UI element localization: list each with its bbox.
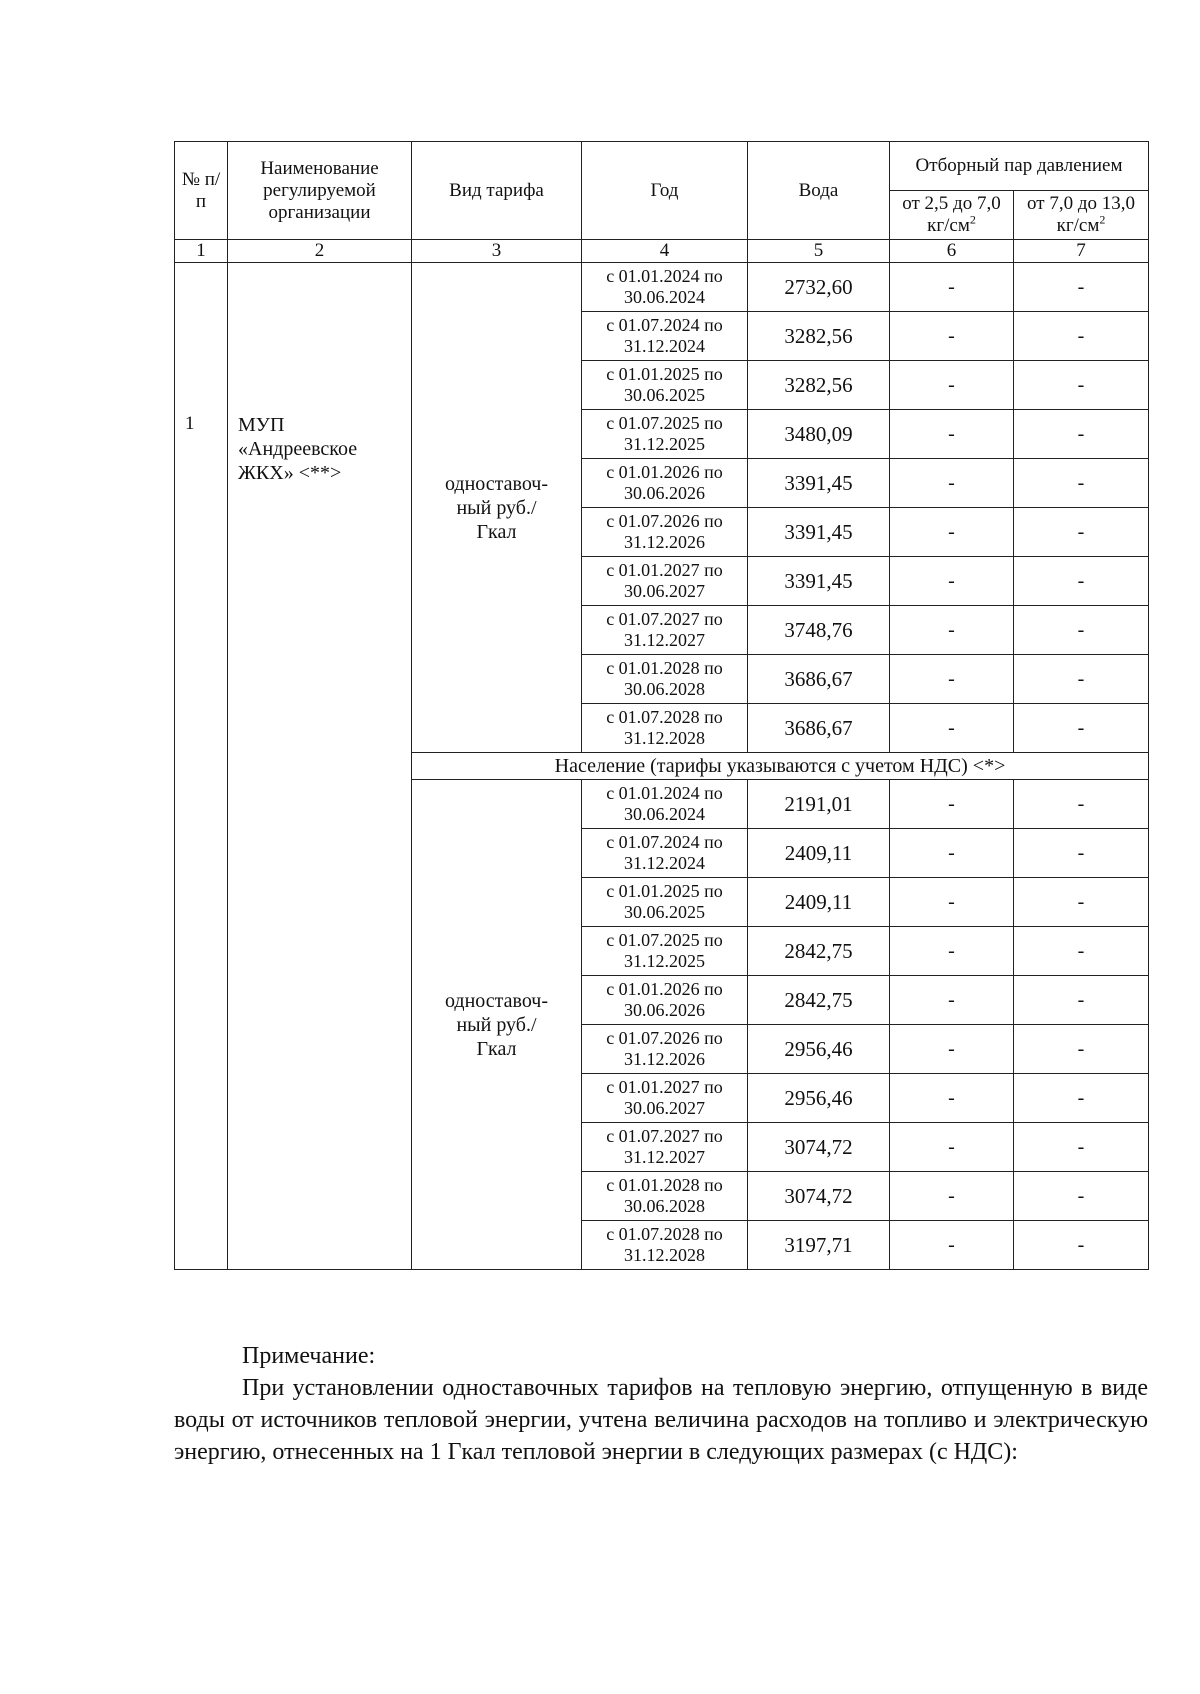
steam-low-cell: -: [890, 976, 1014, 1025]
period-cell: с 01.01.2026 по 30.06.2026: [582, 976, 748, 1025]
water-tariff-cell: 2842,75: [748, 927, 890, 976]
steam-low-cell: -: [890, 557, 1014, 606]
steam-low-cell: -: [890, 655, 1014, 704]
column-number: 6: [890, 240, 1014, 263]
period-cell: с 01.01.2025 по 30.06.2025: [582, 361, 748, 410]
period-cell: с 01.01.2025 по 30.06.2025: [582, 878, 748, 927]
period-cell: с 01.07.2025 по 31.12.2025: [582, 410, 748, 459]
water-tariff-cell: 2409,11: [748, 829, 890, 878]
period-cell: с 01.01.2024 по 30.06.2024: [582, 263, 748, 312]
water-tariff-cell: 2409,11: [748, 878, 890, 927]
period-cell: с 01.07.2026 по 31.12.2026: [582, 1025, 748, 1074]
water-tariff-cell: 3686,67: [748, 704, 890, 753]
steam-low-cell: -: [890, 927, 1014, 976]
period-cell: с 01.01.2026 по 30.06.2026: [582, 459, 748, 508]
steam-high-cell: -: [1014, 263, 1149, 312]
note: [174, 1340, 1148, 1468]
organization-name: МУП «Андреевское ЖКХ» <**>: [238, 414, 358, 484]
header-steam-group: Отборный пар давлением: [890, 142, 1149, 191]
water-tariff-cell: 2842,75: [748, 976, 890, 1025]
steam-high-cell: -: [1014, 976, 1149, 1025]
steam-high-cell: -: [1014, 361, 1149, 410]
water-tariff-cell: 2732,60: [748, 263, 890, 312]
period-cell: с 01.07.2028 по 31.12.2028: [582, 704, 748, 753]
steam-high-cell: -: [1014, 1123, 1149, 1172]
steam-low-cell: -: [890, 312, 1014, 361]
steam-low-cell: -: [890, 878, 1014, 927]
steam-high-cell: -: [1014, 780, 1149, 829]
steam-high-cell: -: [1014, 655, 1149, 704]
row-index: 1: [185, 413, 195, 434]
water-tariff-cell: 3391,45: [748, 508, 890, 557]
header-steam-low-text: от 2,5 до 7,0 кг/см: [902, 193, 1001, 236]
header-tariff-type: Вид тарифа: [412, 142, 582, 240]
steam-low-cell: -: [890, 606, 1014, 655]
water-tariff-cell: 3074,72: [748, 1172, 890, 1221]
water-tariff-cell: 3748,76: [748, 606, 890, 655]
header-steam-high: [1014, 191, 1149, 240]
table-row: [175, 263, 1149, 312]
tariff-type: одноставоч-ный руб./Гкал: [444, 472, 549, 543]
column-number: 5: [748, 240, 890, 263]
steam-high-cell: -: [1014, 1074, 1149, 1123]
steam-low-cell: -: [890, 1025, 1014, 1074]
header-steam-high-text: от 7,0 до 13,0 кг/см: [1027, 193, 1135, 236]
steam-high-cell: -: [1014, 829, 1149, 878]
steam-low-cell: -: [890, 1074, 1014, 1123]
column-number: 2: [228, 240, 412, 263]
water-tariff-cell: 3686,67: [748, 655, 890, 704]
period-cell: с 01.01.2027 по 30.06.2027: [582, 557, 748, 606]
steam-high-cell: -: [1014, 312, 1149, 361]
column-number-row: [175, 240, 1149, 263]
header-steam-high-sup: 2: [1099, 212, 1106, 227]
section-label: Население (тарифы указываются с учетом НДС) <*>: [412, 753, 1149, 780]
tariff-type-cell: [412, 780, 582, 1270]
note-title: Примечание:: [242, 1343, 376, 1369]
period-cell: с 01.01.2028 по 30.06.2028: [582, 655, 748, 704]
period-cell: с 01.01.2024 по 30.06.2024: [582, 780, 748, 829]
period-cell: с 01.07.2024 по 31.12.2024: [582, 829, 748, 878]
steam-high-cell: -: [1014, 878, 1149, 927]
table-body: [175, 263, 1149, 1270]
steam-low-cell: -: [890, 704, 1014, 753]
water-tariff-cell: 2191,01: [748, 780, 890, 829]
water-tariff-cell: 3197,71: [748, 1221, 890, 1270]
header-water: Вода: [748, 142, 890, 240]
header-num: № п/п: [175, 142, 228, 240]
column-number: 3: [412, 240, 582, 263]
steam-high-cell: -: [1014, 508, 1149, 557]
note-body: При установлении одноставочных тарифов на тепловую энергию, отпущенную в виде воды от источников тепловой энергии, учтена величина расходов на топливо и электрическую энергию, отнесенных на 1 Гкал тепловой энергии в следующих размерах (с НДС):: [174, 1375, 1148, 1465]
period-cell: с 01.01.2027 по 30.06.2027: [582, 1074, 748, 1123]
tariff-type: одноставоч-ный руб./Гкал: [444, 989, 549, 1060]
water-tariff-cell: 2956,46: [748, 1025, 890, 1074]
water-tariff-cell: 3282,56: [748, 312, 890, 361]
period-cell: с 01.07.2028 по 31.12.2028: [582, 1221, 748, 1270]
water-tariff-cell: 3391,45: [748, 557, 890, 606]
steam-low-cell: -: [890, 410, 1014, 459]
steam-low-cell: -: [890, 1221, 1014, 1270]
tariff-table: [174, 141, 1149, 1270]
steam-high-cell: -: [1014, 410, 1149, 459]
steam-low-cell: -: [890, 1123, 1014, 1172]
water-tariff-cell: 3391,45: [748, 459, 890, 508]
tariff-type-cell: [412, 263, 582, 753]
steam-high-cell: -: [1014, 1172, 1149, 1221]
column-number: 1: [175, 240, 228, 263]
steam-high-cell: -: [1014, 557, 1149, 606]
steam-low-cell: -: [890, 829, 1014, 878]
period-cell: с 01.07.2027 по 31.12.2027: [582, 1123, 748, 1172]
steam-low-cell: -: [890, 508, 1014, 557]
steam-high-cell: -: [1014, 704, 1149, 753]
period-cell: с 01.07.2026 по 31.12.2026: [582, 508, 748, 557]
steam-high-cell: -: [1014, 1221, 1149, 1270]
steam-low-cell: -: [890, 459, 1014, 508]
steam-high-cell: -: [1014, 927, 1149, 976]
steam-high-cell: -: [1014, 606, 1149, 655]
header-org: Наименование регулируемой организации: [228, 142, 412, 240]
water-tariff-cell: 3282,56: [748, 361, 890, 410]
header-year: Год: [582, 142, 748, 240]
water-tariff-cell: 3074,72: [748, 1123, 890, 1172]
column-number: 7: [1014, 240, 1149, 263]
column-number: 4: [582, 240, 748, 263]
steam-low-cell: -: [890, 780, 1014, 829]
steam-high-cell: -: [1014, 1025, 1149, 1074]
period-cell: с 01.01.2028 по 30.06.2028: [582, 1172, 748, 1221]
water-tariff-cell: 3480,09: [748, 410, 890, 459]
header-steam-low: [890, 191, 1014, 240]
row-index-cell: [175, 263, 228, 1270]
period-cell: с 01.07.2024 по 31.12.2024: [582, 312, 748, 361]
header-steam-low-sup: 2: [969, 212, 976, 227]
organization-cell: [228, 263, 412, 1270]
water-tariff-cell: 2956,46: [748, 1074, 890, 1123]
steam-high-cell: -: [1014, 459, 1149, 508]
period-cell: с 01.07.2025 по 31.12.2025: [582, 927, 748, 976]
steam-low-cell: -: [890, 263, 1014, 312]
steam-low-cell: -: [890, 1172, 1014, 1221]
period-cell: с 01.07.2027 по 31.12.2027: [582, 606, 748, 655]
steam-low-cell: -: [890, 361, 1014, 410]
